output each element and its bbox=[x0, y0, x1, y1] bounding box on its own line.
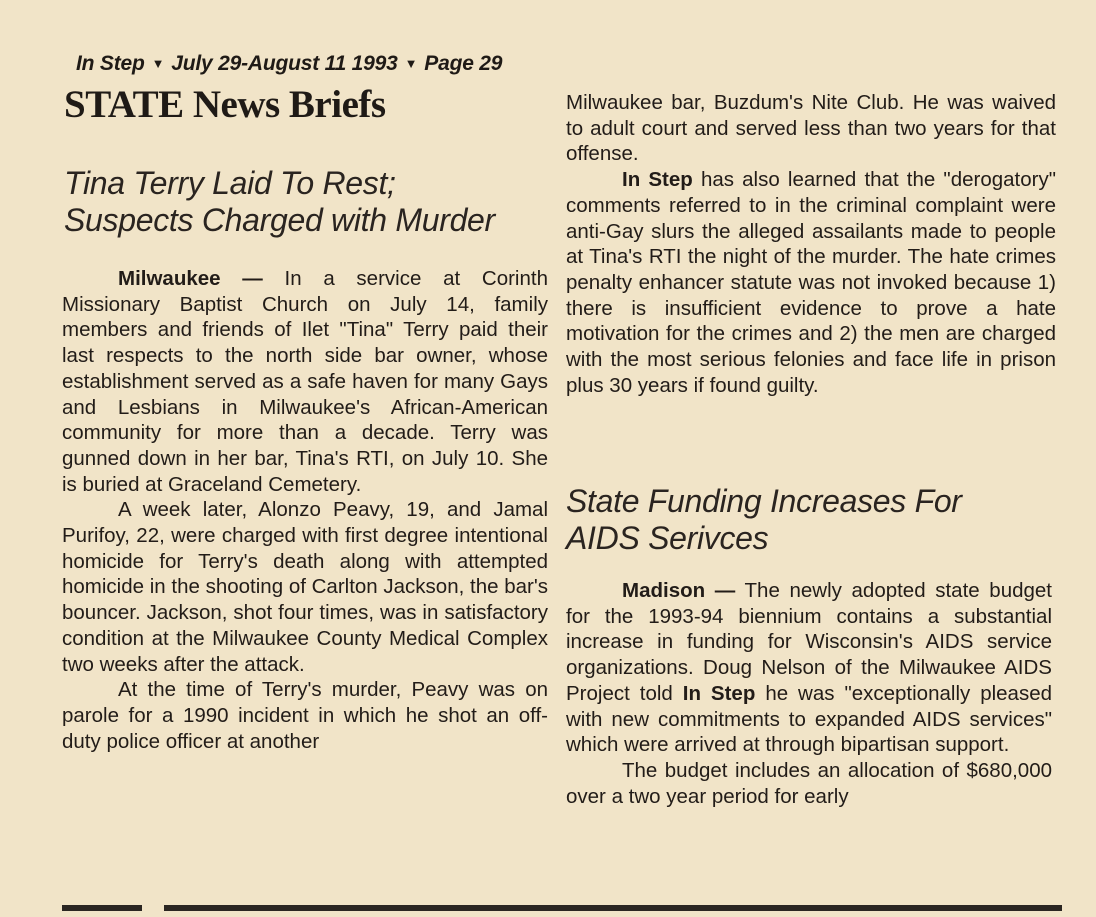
separator-icon: ▼ bbox=[404, 56, 418, 71]
article2-paragraph-1 bbox=[566, 578, 1052, 758]
article1-p4-publication: In Step bbox=[622, 168, 693, 192]
publication-name: In Step bbox=[76, 52, 145, 75]
rule-gap bbox=[142, 905, 164, 911]
article1-paragraph-2: A week later, Alonzo Peavy, 19, and Jamal Purifoy, 22, were charged with first degree intentional homicide for Terry's death along with attempted homicide in the shooting of Carlton Jackson, the bar's bouncer. Jackson, shot four times, was in satisfactory condition at the Milwaukee County Medical Complex two weeks after the attack. bbox=[62, 498, 548, 676]
article1-p4-text: has also learned that the "derogatory" comments referred to in the criminal complaint were anti-Gay slurs the alleged assailants made to people at Tina's RTI the night of the murder. The hate crimes penalty enhancer statute was not invoked because 1) there is insufficient evidence to prove a hate motivation for the crimes and 2) the men are charged with the most serious felonies and face life in prison plus 30 years if found guilty. bbox=[566, 168, 1056, 397]
article1-body-left bbox=[62, 266, 548, 754]
article2-p1a-text: The newly adopted state budget for the 1993-94 biennium contains a substantial increase in funding for Wisconsin's AIDS service organizations. Doug Nelson of the Milwaukee AIDS Project told bbox=[566, 579, 1053, 705]
article2-body bbox=[566, 578, 1052, 809]
article2-headline bbox=[566, 483, 1046, 557]
article1-paragraph-4 bbox=[566, 167, 1056, 398]
article1-body-right bbox=[566, 90, 1056, 398]
article1-headline-line1: Tina Terry Laid To Rest; bbox=[64, 165, 396, 201]
separator-icon: ▼ bbox=[151, 56, 165, 71]
article1-paragraph-3: At the time of Terry's murder, Peavy was on parole for a 1990 incident in which he shot an off-duty police officer at another bbox=[62, 678, 548, 753]
running-head bbox=[76, 52, 502, 76]
article2-p1-publication: In Step bbox=[682, 681, 756, 705]
article1-paragraph-3-cont: Milwaukee bar, Buzdum's Nite Club. He was waived to adult court and served less than two years for that offense. bbox=[566, 91, 1056, 166]
issue-dates: July 29-August 11 1993 bbox=[171, 52, 398, 75]
article1-paragraph-1 bbox=[62, 266, 548, 497]
article2-dateline: Madison — bbox=[622, 579, 736, 602]
article2-paragraph-2: The budget includes an allocation of $680,000 over a two year period for early bbox=[566, 758, 1052, 808]
article2-headline-line2: AIDS Serivces bbox=[566, 520, 769, 556]
article2-p1b-text: he was "exceptionally pleased with new commitments to expanded AIDS services" which were arrived at through bipartisan support. bbox=[566, 681, 1053, 757]
article2-headline-line1: State Funding Increases For bbox=[566, 483, 962, 519]
article1-headline bbox=[64, 165, 564, 239]
bottom-rule bbox=[62, 905, 1062, 911]
article1-p1-text: In a service at Corinth Missionary Baptist Church on July 14, family members and friends of Ilet "Tina" Terry paid their last respects to the north side bar owner, whose establishment served as a safe haven for many Gays and Lesbians in Milwaukee's African-American community for more than a decade. Terry was gunned down in her bar, Tina's RTI, on July 10. She is buried at Graceland Cemetery. bbox=[62, 267, 548, 496]
page-number: Page 29 bbox=[424, 52, 503, 75]
article1-headline-line2: Suspects Charged with Murder bbox=[64, 202, 495, 238]
article1-dateline: Milwaukee — bbox=[118, 267, 263, 290]
section-title: STATE News Briefs bbox=[64, 83, 386, 126]
